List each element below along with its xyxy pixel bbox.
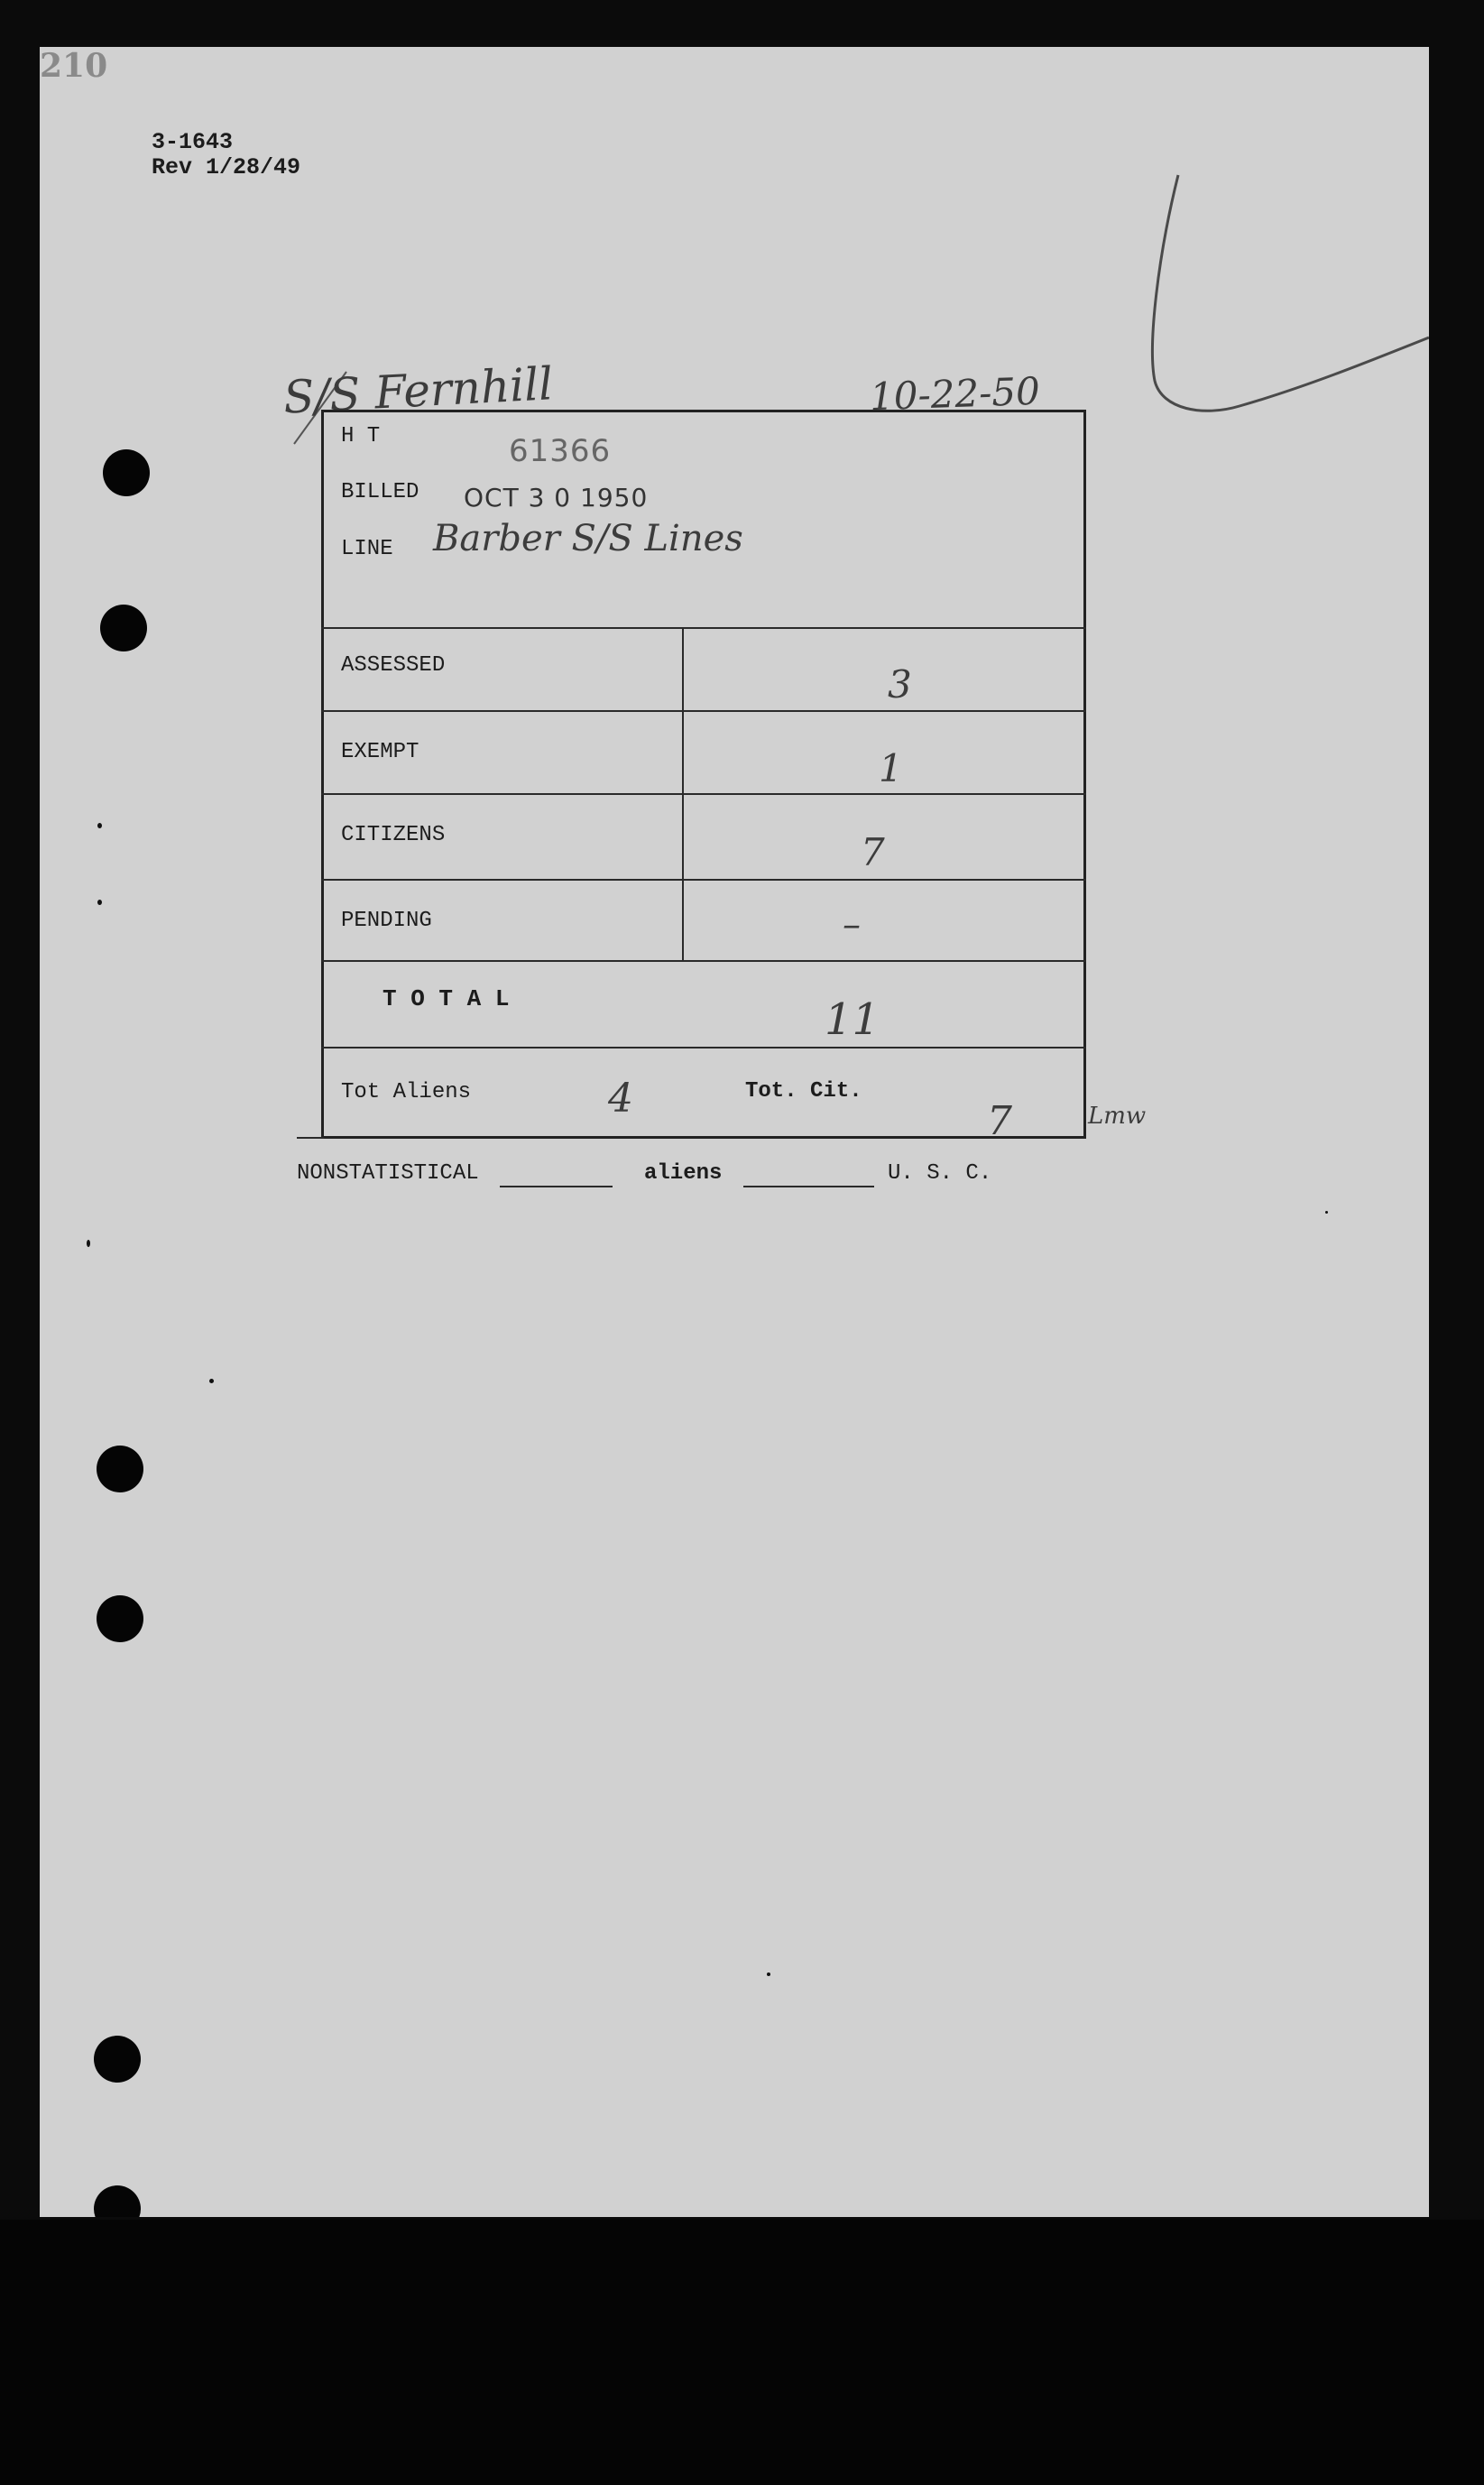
exempt-value: 1: [879, 746, 903, 790]
binder-hole: [97, 1446, 143, 1492]
line-label: LINE: [341, 537, 393, 561]
speck: [767, 1972, 770, 1976]
line-value: Barber S/S Lines: [433, 518, 743, 559]
pending-label: PENDING: [341, 909, 432, 933]
aliens-label: aliens: [644, 1161, 723, 1186]
table-divider: [321, 710, 1086, 712]
table-divider: [321, 1047, 1086, 1049]
speck: [97, 900, 102, 905]
total-value: 11: [825, 994, 880, 1045]
document-page: [40, 47, 1429, 2217]
tot-cit-value: 7: [987, 1098, 1012, 1144]
record-date: 10-22-50: [869, 368, 1041, 420]
billed-label: BILLED: [341, 480, 419, 504]
assessed-value: 3: [888, 662, 912, 707]
ht-label: H T: [341, 424, 381, 448]
speck: [209, 1379, 214, 1383]
speck: [1325, 1211, 1328, 1214]
citizens-label: CITIZENS: [341, 823, 446, 847]
nonstatistical-blank: [500, 1186, 613, 1187]
vessel-name: S/S Fernhill: [281, 357, 555, 424]
aliens-blank: [743, 1186, 874, 1187]
table-tail-line: [297, 1137, 324, 1139]
binder-hole: [97, 1595, 143, 1642]
tot-aliens-value: 4: [608, 1076, 633, 1122]
ht-number: 61366: [509, 433, 612, 469]
binder-hole: [94, 2036, 141, 2083]
page-number: 210: [40, 47, 108, 85]
form-number: 3-1643: [152, 129, 234, 155]
form-revision: Rev 1/28/49: [152, 154, 301, 180]
exempt-label: EXEMPT: [341, 740, 419, 764]
binder-hole: [100, 605, 147, 651]
scan-border: [0, 2220, 1484, 2485]
nonstatistical-label: NONSTATISTICAL: [297, 1161, 479, 1186]
initials: Lmw: [1088, 1103, 1147, 1130]
tot-cit-label: Tot. Cit.: [745, 1079, 862, 1104]
usc-label: U. S. C.: [888, 1161, 992, 1186]
assessed-label: ASSESSED: [341, 653, 446, 678]
column-divider: [682, 627, 684, 960]
table-divider: [321, 879, 1086, 881]
table-divider: [321, 793, 1086, 795]
table-divider: [321, 627, 1086, 629]
speck: [97, 823, 102, 828]
tot-aliens-label: Tot Aliens: [341, 1080, 472, 1104]
table-divider: [321, 960, 1086, 962]
citizens-value: 7: [861, 830, 885, 874]
billed-date-stamp: OCT 3 0 1950: [464, 483, 649, 513]
binder-hole: [103, 449, 150, 496]
total-label: T O T A L: [383, 985, 510, 1012]
speck: [87, 1240, 90, 1247]
pending-value: –: [843, 904, 861, 946]
